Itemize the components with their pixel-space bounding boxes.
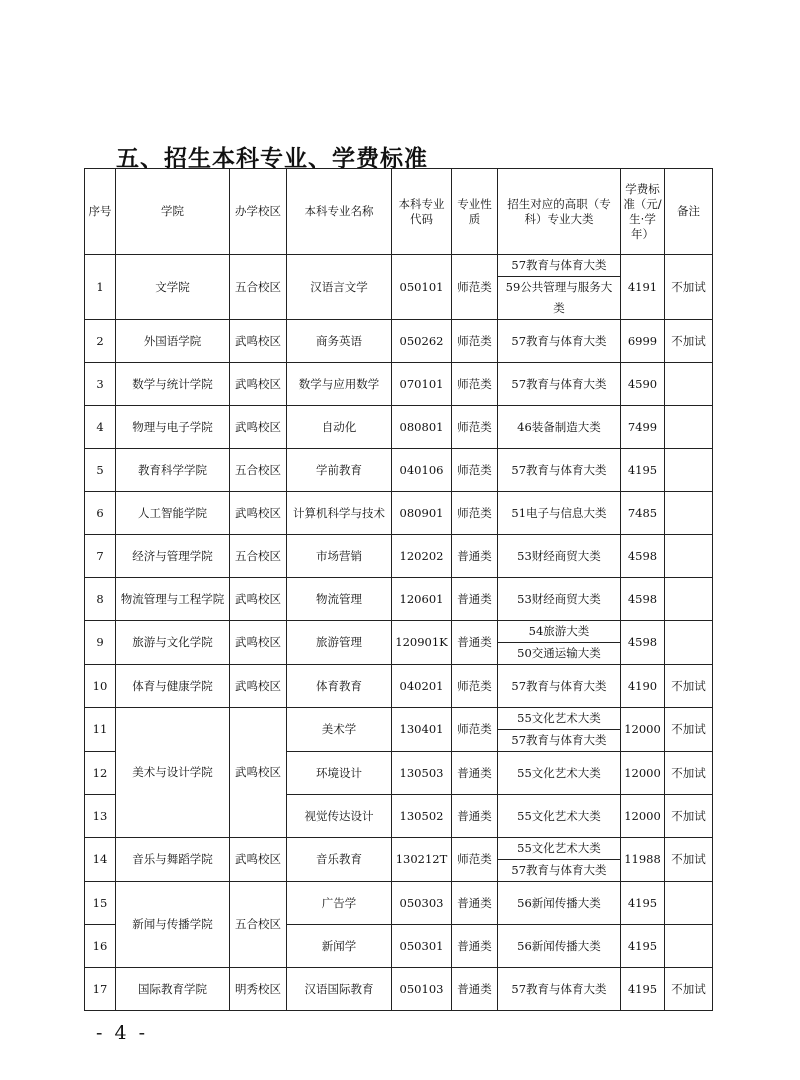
cell-college: 新闻与传播学院 xyxy=(116,882,230,968)
cell-code: 130502 xyxy=(392,795,452,838)
cell-campus: 武鸣校区 xyxy=(230,838,287,882)
cell-code: 050262 xyxy=(392,320,452,363)
cell-fee: 6999 xyxy=(621,320,665,363)
cell-major: 环境设计 xyxy=(287,752,392,795)
header-nature: 专业性质 xyxy=(452,169,498,255)
cell-code: 050303 xyxy=(392,882,452,925)
cell-category: 55文化艺术大类 xyxy=(498,838,621,860)
cell-category: 57教育与体育大类 xyxy=(498,255,621,277)
cell-category: 56新闻传播大类 xyxy=(498,882,621,925)
cell-category: 54旅游大类 xyxy=(498,621,621,643)
cell-note xyxy=(665,492,713,535)
page-heading: 五、招生本科专业、学费标准 xyxy=(116,146,428,172)
cell-fee: 4590 xyxy=(621,363,665,406)
cell-campus: 五合校区 xyxy=(230,449,287,492)
cell-fee: 7485 xyxy=(621,492,665,535)
cell-nature: 师范类 xyxy=(452,838,498,882)
cell-fee: 4191 xyxy=(621,255,665,320)
cell-major: 商务英语 xyxy=(287,320,392,363)
cell-college: 音乐与舞蹈学院 xyxy=(116,838,230,882)
cell-category: 57教育与体育大类 xyxy=(498,665,621,708)
cell-nature: 普通类 xyxy=(452,968,498,1011)
cell-campus: 武鸣校区 xyxy=(230,578,287,621)
table-row xyxy=(85,535,713,578)
cell-fee: 4195 xyxy=(621,968,665,1011)
cell-seq: 1 xyxy=(85,255,116,320)
header-code: 本科专业代码 xyxy=(392,169,452,255)
cell-category: 53财经商贸大类 xyxy=(498,535,621,578)
cell-nature: 普通类 xyxy=(452,535,498,578)
cell-note: 不加试 xyxy=(665,255,713,320)
header-note: 备注 xyxy=(665,169,713,255)
cell-note: 不加试 xyxy=(665,752,713,795)
cell-nature: 师范类 xyxy=(452,665,498,708)
table-row xyxy=(85,708,713,730)
header-row xyxy=(85,169,713,255)
cell-nature: 普通类 xyxy=(452,578,498,621)
cell-college: 经济与管理学院 xyxy=(116,535,230,578)
table-row xyxy=(85,968,713,1011)
cell-seq: 3 xyxy=(85,363,116,406)
cell-major: 汉语言文学 xyxy=(287,255,392,320)
cell-seq: 8 xyxy=(85,578,116,621)
header-college: 学院 xyxy=(116,169,230,255)
cell-college: 文学院 xyxy=(116,255,230,320)
cell-fee: 12000 xyxy=(621,708,665,752)
cell-seq: 6 xyxy=(85,492,116,535)
cell-nature: 师范类 xyxy=(452,255,498,320)
cell-campus: 武鸣校区 xyxy=(230,406,287,449)
cell-code: 080901 xyxy=(392,492,452,535)
cell-seq: 11 xyxy=(85,708,116,752)
cell-note: 不加试 xyxy=(665,795,713,838)
cell-fee: 4598 xyxy=(621,578,665,621)
table-row xyxy=(85,578,713,621)
cell-category: 50交通运输大类 xyxy=(498,643,621,665)
cell-nature: 师范类 xyxy=(452,406,498,449)
cell-category: 57教育与体育大类 xyxy=(498,449,621,492)
cell-college: 教育科学学院 xyxy=(116,449,230,492)
cell-note: 不加试 xyxy=(665,968,713,1011)
cell-category: 51电子与信息大类 xyxy=(498,492,621,535)
cell-note xyxy=(665,578,713,621)
cell-note xyxy=(665,925,713,968)
cell-fee: 4195 xyxy=(621,925,665,968)
page-number: - 4 - xyxy=(96,1022,149,1044)
cell-category: 56新闻传播大类 xyxy=(498,925,621,968)
cell-category: 55文化艺术大类 xyxy=(498,752,621,795)
cell-seq: 16 xyxy=(85,925,116,968)
cell-note xyxy=(665,449,713,492)
cell-fee: 4598 xyxy=(621,621,665,665)
cell-code: 050103 xyxy=(392,968,452,1011)
cell-seq: 14 xyxy=(85,838,116,882)
cell-nature: 普通类 xyxy=(452,925,498,968)
cell-seq: 9 xyxy=(85,621,116,665)
cell-fee: 4195 xyxy=(621,449,665,492)
cell-major: 音乐教育 xyxy=(287,838,392,882)
cell-college: 数学与统计学院 xyxy=(116,363,230,406)
cell-college: 美术与设计学院 xyxy=(116,708,230,838)
cell-fee: 4598 xyxy=(621,535,665,578)
header-category: 招生对应的高职（专科）专业大类 xyxy=(498,169,621,255)
major-fee-table xyxy=(84,168,713,1011)
table-row xyxy=(85,363,713,406)
cell-note: 不加试 xyxy=(665,708,713,752)
cell-note: 不加试 xyxy=(665,665,713,708)
cell-seq: 4 xyxy=(85,406,116,449)
cell-nature: 师范类 xyxy=(452,492,498,535)
cell-seq: 13 xyxy=(85,795,116,838)
cell-college: 物流管理与工程学院 xyxy=(116,578,230,621)
cell-college: 物理与电子学院 xyxy=(116,406,230,449)
cell-category: 55文化艺术大类 xyxy=(498,795,621,838)
table-row xyxy=(85,320,713,363)
cell-note: 不加试 xyxy=(665,838,713,882)
cell-category: 57教育与体育大类 xyxy=(498,320,621,363)
cell-nature: 普通类 xyxy=(452,621,498,665)
cell-seq: 12 xyxy=(85,752,116,795)
table-row xyxy=(85,406,713,449)
cell-code: 120202 xyxy=(392,535,452,578)
table-row xyxy=(85,449,713,492)
cell-code: 050301 xyxy=(392,925,452,968)
cell-code: 080801 xyxy=(392,406,452,449)
cell-major: 物流管理 xyxy=(287,578,392,621)
table-row xyxy=(85,838,713,860)
cell-fee: 11988 xyxy=(621,838,665,882)
cell-category: 53财经商贸大类 xyxy=(498,578,621,621)
cell-seq: 7 xyxy=(85,535,116,578)
cell-nature: 普通类 xyxy=(452,882,498,925)
table-row xyxy=(85,492,713,535)
header-fee: 学费标准（元/生·学年） xyxy=(621,169,665,255)
header-seq: 序号 xyxy=(85,169,116,255)
cell-code: 130212T xyxy=(392,838,452,882)
cell-nature: 普通类 xyxy=(452,752,498,795)
cell-seq: 15 xyxy=(85,882,116,925)
cell-college: 人工智能学院 xyxy=(116,492,230,535)
cell-campus: 武鸣校区 xyxy=(230,363,287,406)
cell-major: 自动化 xyxy=(287,406,392,449)
cell-code: 130401 xyxy=(392,708,452,752)
cell-code: 040106 xyxy=(392,449,452,492)
cell-category: 57教育与体育大类 xyxy=(498,860,621,882)
cell-note: 不加试 xyxy=(665,320,713,363)
cell-major: 视觉传达设计 xyxy=(287,795,392,838)
cell-campus: 武鸣校区 xyxy=(230,492,287,535)
cell-fee: 12000 xyxy=(621,752,665,795)
cell-note xyxy=(665,621,713,665)
cell-category: 55文化艺术大类 xyxy=(498,708,621,730)
cell-campus: 武鸣校区 xyxy=(230,621,287,665)
cell-campus: 五合校区 xyxy=(230,882,287,968)
cell-college: 体育与健康学院 xyxy=(116,665,230,708)
cell-campus: 五合校区 xyxy=(230,255,287,320)
cell-code: 120601 xyxy=(392,578,452,621)
cell-college: 外国语学院 xyxy=(116,320,230,363)
cell-seq: 5 xyxy=(85,449,116,492)
cell-campus: 五合校区 xyxy=(230,535,287,578)
cell-fee: 12000 xyxy=(621,795,665,838)
cell-campus: 武鸣校区 xyxy=(230,320,287,363)
cell-seq: 17 xyxy=(85,968,116,1011)
cell-major: 旅游管理 xyxy=(287,621,392,665)
cell-college: 国际教育学院 xyxy=(116,968,230,1011)
cell-category: 57教育与体育大类 xyxy=(498,363,621,406)
cell-code: 040201 xyxy=(392,665,452,708)
cell-nature: 师范类 xyxy=(452,320,498,363)
cell-category: 46装备制造大类 xyxy=(498,406,621,449)
cell-code: 050101 xyxy=(392,255,452,320)
cell-fee: 4195 xyxy=(621,882,665,925)
table-row xyxy=(85,255,713,277)
cell-note xyxy=(665,406,713,449)
cell-major: 计算机科学与技术 xyxy=(287,492,392,535)
cell-college: 旅游与文化学院 xyxy=(116,621,230,665)
cell-major: 广告学 xyxy=(287,882,392,925)
cell-major: 数学与应用数学 xyxy=(287,363,392,406)
cell-note xyxy=(665,882,713,925)
header-major: 本科专业名称 xyxy=(287,169,392,255)
table-row xyxy=(85,621,713,643)
cell-nature: 普通类 xyxy=(452,795,498,838)
table-row xyxy=(85,665,713,708)
cell-code: 130503 xyxy=(392,752,452,795)
table-row xyxy=(85,882,713,925)
cell-fee: 7499 xyxy=(621,406,665,449)
cell-seq: 2 xyxy=(85,320,116,363)
cell-major: 体育教育 xyxy=(287,665,392,708)
cell-campus: 武鸣校区 xyxy=(230,708,287,838)
cell-seq: 10 xyxy=(85,665,116,708)
cell-fee: 4190 xyxy=(621,665,665,708)
cell-note xyxy=(665,535,713,578)
cell-major: 市场营销 xyxy=(287,535,392,578)
cell-nature: 师范类 xyxy=(452,708,498,752)
cell-major: 美术学 xyxy=(287,708,392,752)
cell-nature: 师范类 xyxy=(452,449,498,492)
cell-campus: 明秀校区 xyxy=(230,968,287,1011)
header-campus: 办学校区 xyxy=(230,169,287,255)
cell-code: 070101 xyxy=(392,363,452,406)
cell-campus: 武鸣校区 xyxy=(230,665,287,708)
cell-code: 120901K xyxy=(392,621,452,665)
cell-major: 新闻学 xyxy=(287,925,392,968)
cell-category: 57教育与体育大类 xyxy=(498,968,621,1011)
cell-major: 汉语国际教育 xyxy=(287,968,392,1011)
cell-nature: 师范类 xyxy=(452,363,498,406)
cell-note xyxy=(665,363,713,406)
cell-category: 59公共管理与服务大类 xyxy=(498,277,621,320)
cell-major: 学前教育 xyxy=(287,449,392,492)
cell-category: 57教育与体育大类 xyxy=(498,730,621,752)
